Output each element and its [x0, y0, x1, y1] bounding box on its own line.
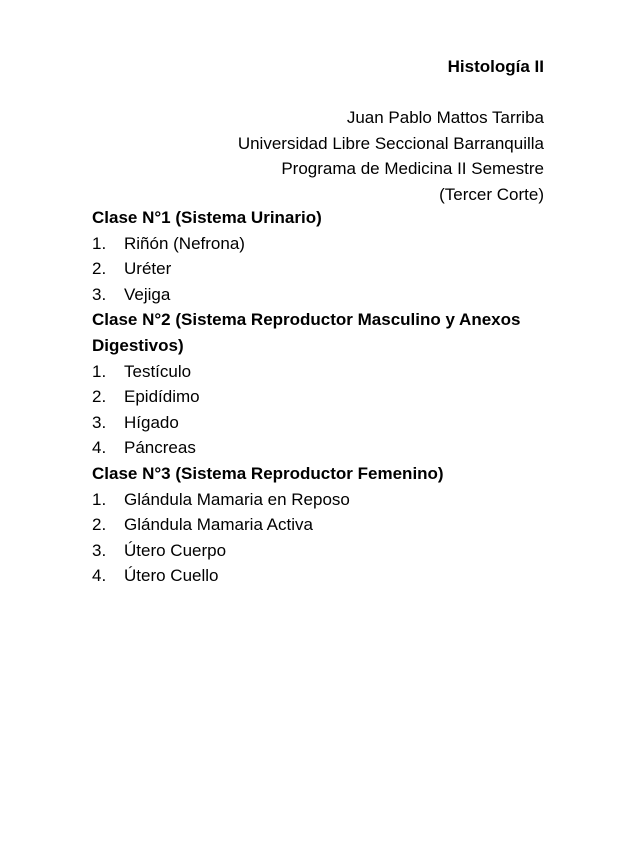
item-number: 1.: [92, 361, 107, 381]
class-section-1: [92, 205, 544, 307]
class-heading: Clase N°3 (Sistema Reproductor Femenino): [92, 463, 444, 483]
item-label: Hígado: [124, 412, 179, 432]
class-heading: Clase N°1 (Sistema Urinario): [92, 208, 322, 227]
program-name: Programa de Medicina II Semestre: [281, 159, 544, 179]
topic-list: [92, 231, 544, 308]
item-label: Epidídimo: [124, 387, 200, 407]
item-label: Uréter: [124, 259, 172, 279]
item-number: 1.: [92, 233, 107, 253]
item-number: 4.: [92, 438, 107, 458]
list-item: [92, 563, 544, 589]
item-label: Testículo: [124, 361, 192, 381]
author-name: Juan Pablo Mattos Tarriba: [346, 108, 544, 128]
list-item: [92, 487, 544, 513]
item-number: 2.: [92, 387, 107, 407]
list-item: [92, 538, 544, 564]
item-number: 3.: [92, 284, 107, 304]
term-label: (Tercer Corte): [439, 184, 544, 204]
item-label: Páncreas: [124, 438, 196, 458]
list-item: [92, 384, 544, 410]
list-item: [92, 410, 544, 436]
topic-list: [92, 487, 544, 589]
item-number: 2.: [92, 515, 107, 535]
class-heading: Clase N°2 (Sistema Reproductor Masculino y Anexos Digestivos): [92, 310, 521, 355]
list-item: [92, 231, 544, 257]
item-number: 1.: [92, 489, 107, 509]
document-header: [92, 54, 544, 208]
item-number: 2.: [92, 259, 107, 279]
item-number: 3.: [92, 540, 107, 560]
item-number: 4.: [92, 566, 107, 586]
item-number: 3.: [92, 412, 107, 432]
header-spacer: [92, 80, 544, 106]
item-label: Glándula Mamaria Activa: [124, 515, 313, 535]
item-label: Riñón (Nefrona): [124, 233, 245, 253]
topic-list: [92, 359, 544, 461]
class-list: [92, 205, 544, 589]
class-section-2: [92, 307, 544, 461]
list-item: [92, 512, 544, 538]
course-title: Histología II: [447, 57, 544, 76]
list-item: [92, 256, 544, 282]
item-label: Útero Cuerpo: [124, 540, 227, 560]
list-item: [92, 435, 544, 461]
item-label: Vejiga: [124, 284, 171, 304]
class-section-3: [92, 461, 544, 589]
item-label: Útero Cuello: [124, 566, 219, 586]
list-item: [92, 282, 544, 308]
university-name: Universidad Libre Seccional Barranquilla: [237, 133, 544, 153]
item-label: Glándula Mamaria en Reposo: [124, 489, 350, 509]
list-item: [92, 359, 544, 385]
